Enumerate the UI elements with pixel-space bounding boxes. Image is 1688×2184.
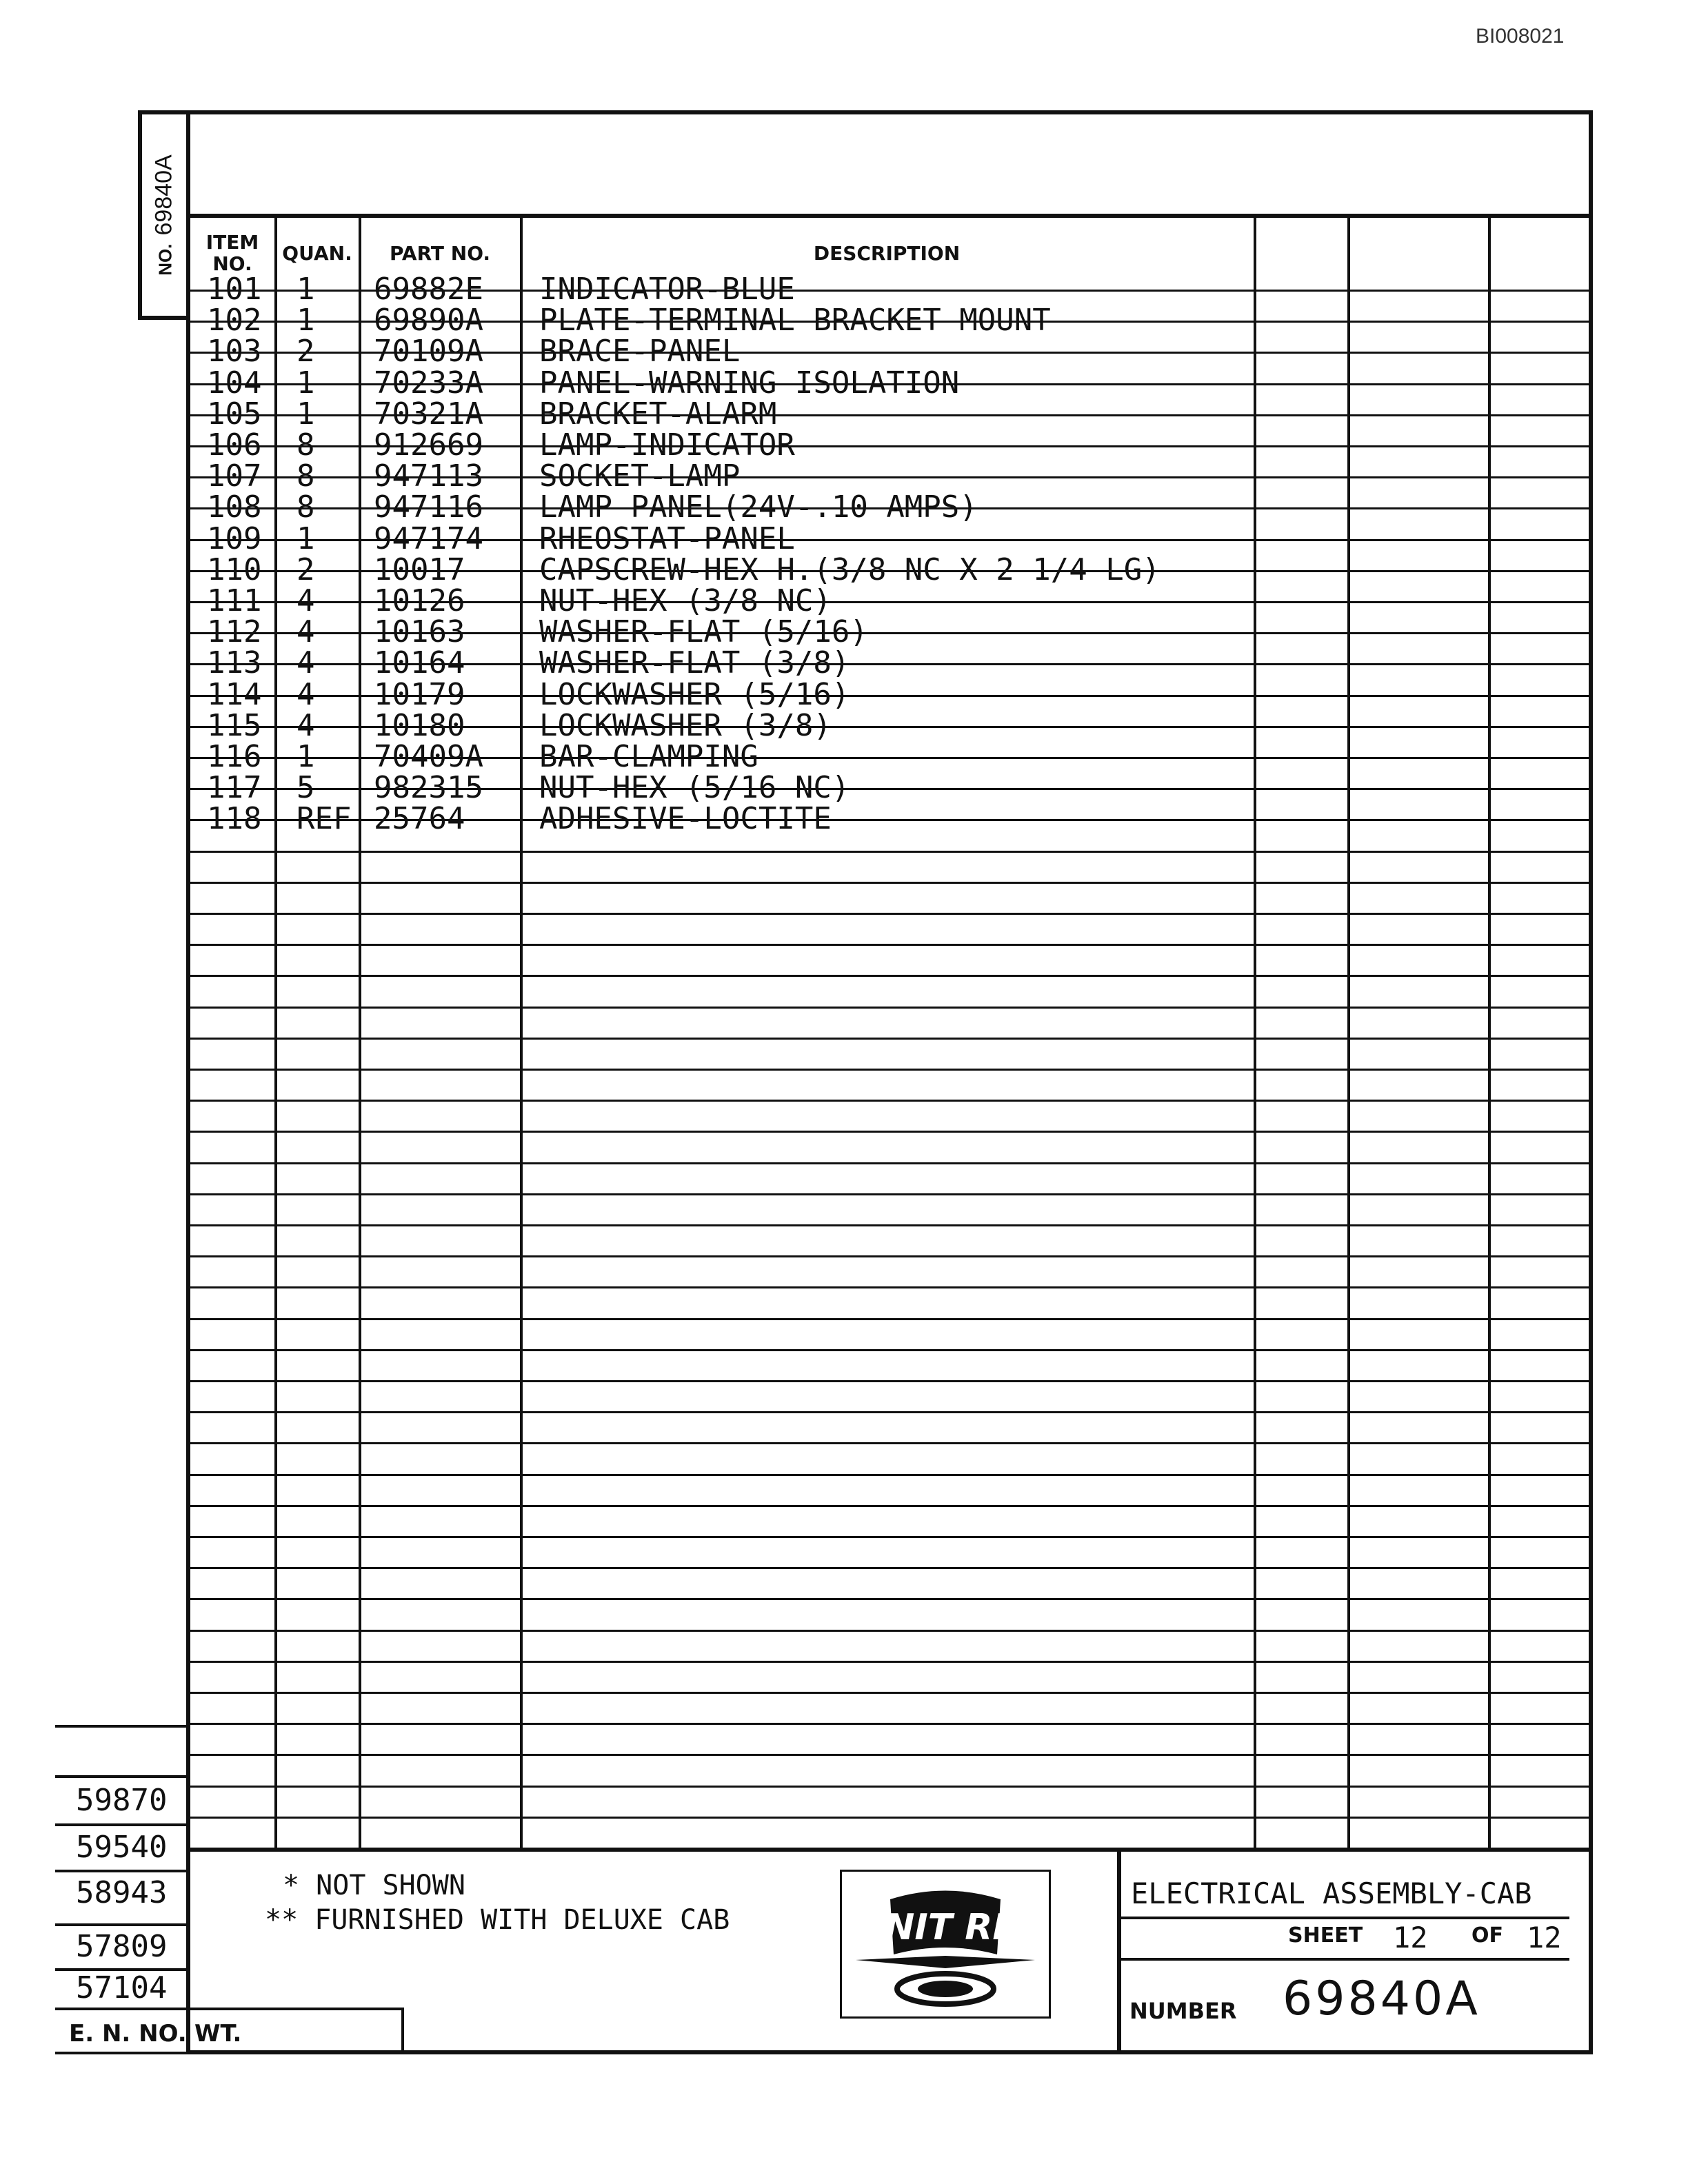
cell-part: 947113 bbox=[374, 458, 483, 494]
col-description: DESCRIPTION bbox=[813, 241, 961, 265]
cell-desc: PANEL-WARNING ISOLATION bbox=[539, 365, 960, 401]
cell-quan: REF bbox=[297, 801, 352, 837]
row-rule bbox=[186, 1567, 1593, 1569]
wt-divider bbox=[186, 2008, 404, 2010]
en-bottom bbox=[55, 2052, 190, 2054]
row-rule bbox=[186, 1630, 1593, 1632]
row-rule bbox=[186, 1598, 1593, 1600]
cell-quan: 2 bbox=[297, 334, 315, 370]
en-divider bbox=[55, 1923, 186, 1926]
cell-part: 10179 bbox=[374, 676, 465, 712]
cell-part: 10180 bbox=[374, 707, 465, 743]
cell-part: 25764 bbox=[374, 801, 465, 837]
title-divider bbox=[1121, 1917, 1569, 1919]
cell-item: 118 bbox=[207, 801, 262, 837]
cell-quan: 1 bbox=[297, 365, 315, 401]
side-tab-number: 69840A bbox=[150, 154, 177, 236]
cell-part: 947116 bbox=[374, 489, 483, 525]
number-label: NUMBER bbox=[1129, 1998, 1237, 2024]
of-label: OF bbox=[1471, 1923, 1503, 1948]
cell-item: 101 bbox=[207, 272, 262, 307]
company-logo bbox=[840, 1870, 1051, 2019]
cell-part: 912669 bbox=[374, 427, 483, 463]
note-not-shown: * NOT SHOWN bbox=[283, 1870, 465, 1901]
en-number: 57104 bbox=[76, 1970, 168, 2005]
col-item-no: ITEM NO. bbox=[205, 231, 259, 275]
cell-part: 10017 bbox=[374, 552, 465, 587]
cell-desc: LAMP-INDICATOR bbox=[539, 427, 795, 463]
side-tab-label: NO.69840A bbox=[150, 154, 177, 276]
cell-part: 947174 bbox=[374, 520, 483, 556]
row-rule bbox=[186, 1069, 1593, 1071]
cell-quan: 4 bbox=[297, 614, 315, 650]
cell-item: 113 bbox=[207, 645, 262, 681]
col-quantity: QUAN. bbox=[282, 241, 352, 265]
cell-desc: CAPSCREW-HEX H.(3/8 NC X 2 1/4 LG) bbox=[539, 552, 1160, 587]
side-tab bbox=[138, 110, 186, 320]
cell-part: 70233A bbox=[374, 365, 483, 401]
row-rule bbox=[186, 1411, 1593, 1413]
en-number: 59540 bbox=[76, 1830, 168, 1865]
en-number: 57809 bbox=[76, 1929, 168, 1964]
en-divider bbox=[55, 1775, 186, 1778]
sheet-number: 12 bbox=[1393, 1921, 1428, 1954]
cell-quan: 4 bbox=[297, 583, 315, 618]
cell-part: 70409A bbox=[374, 739, 483, 774]
cell-desc: WASHER-FLAT (3/8) bbox=[539, 645, 850, 681]
column-rule bbox=[520, 214, 523, 1848]
cell-part: 10126 bbox=[374, 583, 465, 618]
cell-quan: 1 bbox=[297, 739, 315, 774]
header-divider bbox=[186, 214, 1593, 218]
logo-icon bbox=[842, 1872, 1049, 2016]
cell-desc: NUT-HEX (3/8 NC) bbox=[539, 583, 832, 618]
en-number: 59870 bbox=[76, 1783, 168, 1818]
row-rule bbox=[186, 1318, 1593, 1320]
row-rule bbox=[186, 1038, 1593, 1040]
cell-item: 115 bbox=[207, 707, 262, 743]
cell-desc: SOCKET-LAMP bbox=[539, 458, 741, 494]
wt-box-edge bbox=[401, 2008, 404, 2052]
row-rule bbox=[186, 1100, 1593, 1102]
en-divider bbox=[55, 2008, 186, 2010]
row-rule bbox=[186, 1131, 1593, 1133]
cell-quan: 8 bbox=[297, 458, 315, 494]
cell-item: 110 bbox=[207, 552, 262, 587]
cell-part: 982315 bbox=[374, 770, 483, 806]
col-part-no: PART NO. bbox=[389, 241, 491, 265]
cell-quan: 4 bbox=[297, 707, 315, 743]
cell-item: 112 bbox=[207, 614, 262, 650]
row-rule bbox=[186, 1692, 1593, 1694]
cell-item: 105 bbox=[207, 396, 262, 432]
cell-part: 10163 bbox=[374, 614, 465, 650]
cell-desc: WASHER-FLAT (5/16) bbox=[539, 614, 868, 650]
row-rule bbox=[186, 1723, 1593, 1725]
cell-desc: RHEOSTAT-PANEL bbox=[539, 520, 795, 556]
title-block-border bbox=[1117, 1848, 1121, 2054]
row-rule bbox=[186, 1754, 1593, 1756]
cell-item: 117 bbox=[207, 770, 262, 806]
cell-part: 69882E bbox=[374, 272, 483, 307]
row-rule bbox=[186, 1380, 1593, 1382]
cell-item: 111 bbox=[207, 583, 262, 618]
row-rule bbox=[186, 1817, 1593, 1819]
cell-desc: INDICATOR-BLUE bbox=[539, 272, 795, 307]
cell-quan: 2 bbox=[297, 552, 315, 587]
column-rule bbox=[359, 214, 361, 1848]
row-rule bbox=[186, 882, 1593, 884]
row-rule bbox=[186, 975, 1593, 977]
row-rule bbox=[186, 1505, 1593, 1507]
cell-part: 70321A bbox=[374, 396, 483, 432]
drawing-title: ELECTRICAL ASSEMBLY-CAB bbox=[1131, 1877, 1532, 1910]
cell-quan: 8 bbox=[297, 489, 315, 525]
sheet-total: 12 bbox=[1527, 1921, 1562, 1954]
row-rule bbox=[186, 944, 1593, 946]
row-rule bbox=[186, 1193, 1593, 1195]
cell-quan: 5 bbox=[297, 770, 315, 806]
note-deluxe-cab: ** FURNISHED WITH DELUXE CAB bbox=[265, 1904, 730, 1936]
row-rule bbox=[186, 1474, 1593, 1476]
row-rule bbox=[186, 1162, 1593, 1164]
document-id: BI008021 bbox=[1476, 25, 1565, 48]
cell-quan: 4 bbox=[297, 645, 315, 681]
row-rule bbox=[186, 1442, 1593, 1444]
en-no-label: E. N. NO. bbox=[69, 2020, 187, 2048]
cell-quan: 1 bbox=[297, 520, 315, 556]
row-rule bbox=[186, 1224, 1593, 1226]
cell-quan: 1 bbox=[297, 396, 315, 432]
number-divider bbox=[1121, 1958, 1569, 1961]
svg-text:UNIT RIG: UNIT RIG bbox=[855, 1907, 1036, 1948]
cell-item: 107 bbox=[207, 458, 262, 494]
row-rule bbox=[186, 851, 1593, 853]
drawing-number: 69840A bbox=[1283, 1972, 1480, 2026]
cell-item: 103 bbox=[207, 334, 262, 370]
cell-item: 116 bbox=[207, 739, 262, 774]
cell-item: 106 bbox=[207, 427, 262, 463]
cell-desc: BRACE-PANEL bbox=[539, 334, 741, 370]
cell-part: 70109A bbox=[374, 334, 483, 370]
cell-desc: LOCKWASHER (5/16) bbox=[539, 676, 850, 712]
cell-quan: 1 bbox=[297, 272, 315, 307]
cell-item: 109 bbox=[207, 520, 262, 556]
cell-desc: BAR-CLAMPING bbox=[539, 739, 758, 774]
cell-item: 108 bbox=[207, 489, 262, 525]
cell-item: 104 bbox=[207, 365, 262, 401]
cell-quan: 1 bbox=[297, 303, 315, 338]
row-rule bbox=[186, 1661, 1593, 1663]
column-rule bbox=[1488, 214, 1491, 1848]
column-rule bbox=[274, 214, 277, 1848]
title-block-divider bbox=[186, 1848, 1593, 1852]
row-rule bbox=[186, 1349, 1593, 1351]
column-rule bbox=[1254, 214, 1256, 1848]
en-divider bbox=[55, 1725, 186, 1728]
cell-quan: 4 bbox=[297, 676, 315, 712]
sheet-label: SHEET bbox=[1288, 1923, 1363, 1948]
cell-item: 114 bbox=[207, 676, 262, 712]
row-rule bbox=[186, 1286, 1593, 1288]
cell-quan: 8 bbox=[297, 427, 315, 463]
row-rule bbox=[186, 1255, 1593, 1257]
cell-desc: LAMP PANEL(24V-.10 AMPS) bbox=[539, 489, 978, 525]
cell-desc: ADHESIVE-LOCTITE bbox=[539, 801, 832, 837]
weight-label: WT. bbox=[194, 2020, 242, 2048]
en-divider bbox=[55, 1823, 186, 1826]
en-divider bbox=[55, 1870, 186, 1872]
cell-part: 69890A bbox=[374, 303, 483, 338]
en-number: 58943 bbox=[76, 1875, 168, 1910]
cell-desc: BRACKET-ALARM bbox=[539, 396, 777, 432]
row-rule bbox=[186, 913, 1593, 915]
row-rule bbox=[186, 1007, 1593, 1009]
cell-desc: LOCKWASHER (3/8) bbox=[539, 707, 832, 743]
cell-desc: NUT-HEX (5/16 NC) bbox=[539, 770, 850, 806]
row-rule bbox=[186, 1786, 1593, 1788]
cell-item: 102 bbox=[207, 303, 262, 338]
column-rule bbox=[1347, 214, 1350, 1848]
cell-desc: PLATE-TERMINAL BRACKET MOUNT bbox=[539, 303, 1051, 338]
cell-part: 10164 bbox=[374, 645, 465, 681]
row-rule bbox=[186, 1536, 1593, 1538]
